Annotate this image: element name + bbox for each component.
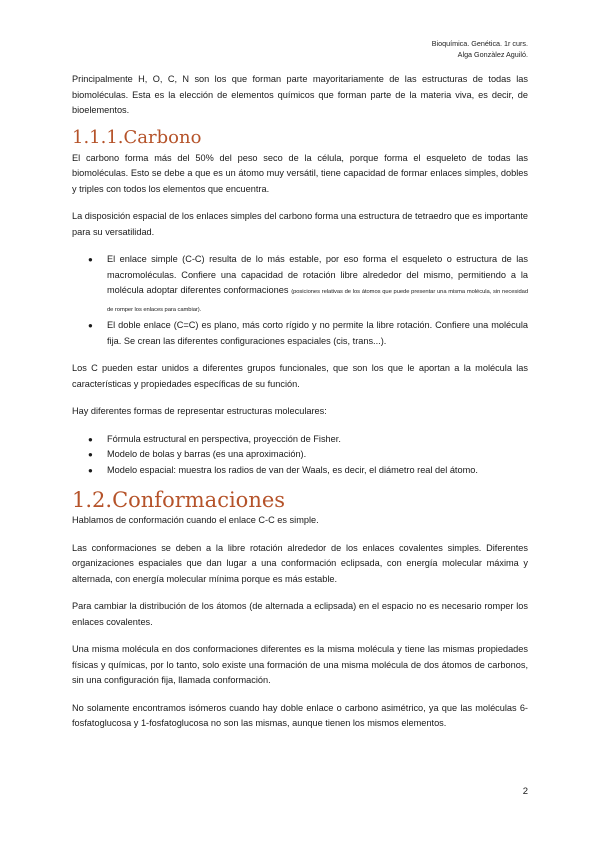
bond-types-list — [72, 252, 528, 349]
conformaciones-paragraph-1: Hablamos de conformación cuando el enlace C-C es simple. — [72, 515, 319, 525]
page-header — [432, 38, 528, 60]
carbono-paragraph-1: El carbono forma más del 50% del peso seco de la célula, porque forma el esqueleto de todas las biomoléculas. Esto se debe a que es un átomo muy versátil, tiene capacidad de formar enlaces simples, dobles y triples con todos los elementos que encuentra. — [72, 152, 528, 194]
header-course: Bioquímica. Genética. 1r curs. — [431, 39, 528, 48]
list-item — [72, 463, 528, 479]
carbono-paragraph-2: La disposición espacial de los enlaces simples del carbono forma una estructura de tetraedro que es importante para su versatilidad. — [72, 211, 528, 237]
carbono-paragraph-3: Los C pueden estar unidos a diferentes grupos funcionales, que son los que le aportan a la molécula las características y propiedades específicas de su función. — [72, 363, 528, 389]
intro-paragraph: Principalmente H, O, C, N son los que forman parte mayoritariamente de las estructuras de todas las biomoléculas. Esta es la elección de elementos químicos que forman parte de la materia viva, es decir, de bioelementos. — [72, 74, 528, 115]
header-author: Alga Gonzàlez Aguiló. — [457, 50, 528, 59]
conformaciones-paragraph-5: No solamente encontramos isómeros cuando hay doble enlace o carbono asimétrico, ya que las moléculas 6-fosfatoglucosa y 1-fosfatoglucosa no son las mismas, aunque tienen los mismos elementos. — [72, 702, 528, 728]
page-content — [72, 72, 528, 744]
list-item — [72, 318, 528, 349]
page-number: 2 — [522, 786, 528, 797]
list-item — [72, 252, 528, 318]
conformaciones-paragraph-2: Las conformaciones se deben a la libre rotación alrededor de los enlaces covalentes simples. Diferentes organizaciones espaciales que dan lugar a una conformación eclipsada, con energía molecular máxima y alternada, con energía molecular mínima porque es más estable. — [72, 542, 528, 584]
bullet-icon: ● — [88, 255, 93, 264]
conformaciones-paragraph-4: Una misma molécula en dos conformaciones diferentes es la misma molécula y tiene las mismas propiedades físicas y químicas, por lo tanto, solo existe una formación de una misma molécula de dos átomos de carbonos, sin una configuración fija, llamada conformación. — [72, 644, 528, 685]
list-item-text: Modelo espacial: muestra los radios de van der Waals, es decir, el diámetro real del átomo. — [107, 464, 478, 475]
list-item-text: El enlace simple (C-C) resulta de lo más estable, por eso forma el esqueleto o estructura de las macromoléculas. Confiere una capacidad de rotación libre alrededor del mismo, permitiendo a la molécula adoptar diferentes conformaciones — [107, 254, 528, 295]
list-item-text: El doble enlace (C=C) es plano, más corto rígido y no permite la libre rotación. Confiere una molécula fija. Se crean las diferentes configuraciones espaciales (cis, trans...). — [107, 320, 528, 346]
list-item-text: Modelo de bolas y barras (es una aproximación). — [107, 449, 307, 459]
heading-carbono: 1.1.1.Carbono — [72, 126, 202, 148]
bullet-icon: ● — [88, 434, 93, 444]
bullet-icon: ● — [88, 321, 93, 330]
list-item-note: (posiciones relativas de los átomos que puede presentar una misma molécula, sin necesidad de romper los enlaces para cambiar). — [107, 289, 528, 313]
heading-conformaciones: 1.2.Conformaciones — [72, 488, 286, 512]
conformaciones-paragraph-3: Para cambiar la distribución de los átomos (de alternada a eclipsada) en el espacio no es necesario romper los enlaces covalentes. — [72, 601, 528, 627]
bullet-icon: ● — [88, 450, 93, 459]
bullet-icon: ● — [88, 465, 93, 475]
carbono-paragraph-4: Hay diferentes formas de representar estructuras moleculares: — [72, 406, 327, 416]
list-item — [72, 432, 528, 448]
list-item-text: Fórmula estructural en perspectiva, proyección de Fisher. — [107, 433, 341, 444]
list-item — [72, 447, 528, 463]
representation-list — [72, 432, 528, 479]
